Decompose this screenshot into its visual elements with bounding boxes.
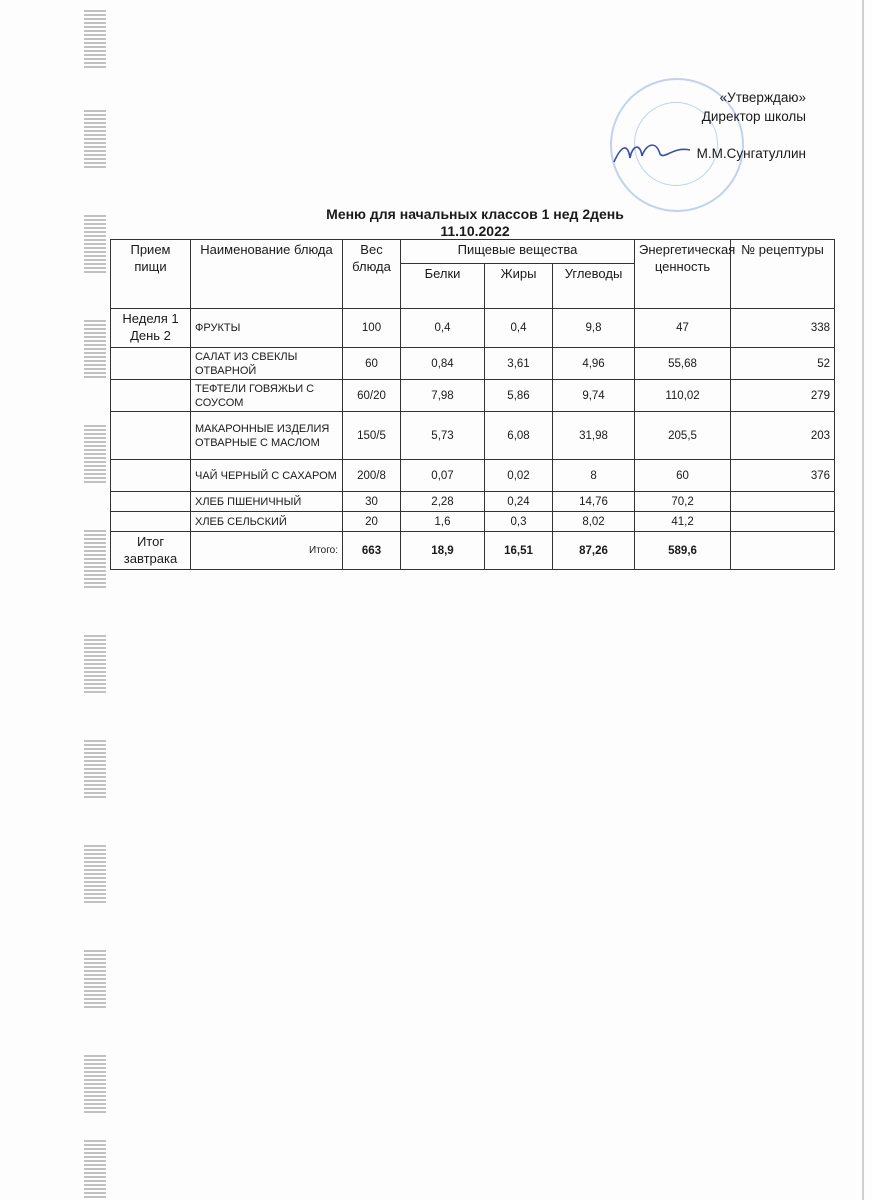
fat-cell: 6,08 — [485, 412, 553, 460]
protein-cell: 7,98 — [401, 380, 485, 412]
protein-cell: 1,6 — [401, 512, 485, 532]
meal-cell — [111, 512, 191, 532]
header-nutrients: Пищевые вещества — [401, 240, 635, 264]
total-recipe-cell — [731, 532, 835, 570]
table-row — [111, 512, 835, 532]
fat-cell: 0,3 — [485, 512, 553, 532]
recipe-cell: 279 — [731, 380, 835, 412]
total-label: Итого: — [191, 532, 343, 570]
energy-cell: 70,2 — [635, 492, 731, 512]
binder-strip — [84, 0, 110, 1200]
table-row — [111, 348, 835, 380]
signature — [612, 138, 692, 168]
meal-cell — [111, 492, 191, 512]
header-protein: Белки — [401, 264, 485, 309]
dish-cell: ФРУКТЫ — [191, 309, 343, 348]
energy-cell: 41,2 — [635, 512, 731, 532]
weight-cell: 60/20 — [343, 380, 401, 412]
dish-cell: ЧАЙ ЧЕРНЫЙ С САХАРОМ — [191, 460, 343, 492]
carbs-cell: 8,02 — [553, 512, 635, 532]
binder-mark — [84, 1055, 106, 1115]
title-date: 11.10.2022 — [440, 223, 510, 239]
meal-cell — [111, 348, 191, 380]
recipe-cell: 338 — [731, 309, 835, 348]
carbs-cell: 9,74 — [553, 380, 635, 412]
dish-cell: ХЛЕБ ПШЕНИЧНЫЙ — [191, 492, 343, 512]
fat-cell: 5,86 — [485, 380, 553, 412]
fat-cell: 3,61 — [485, 348, 553, 380]
header-carbs: Углеводы — [553, 264, 635, 309]
header-recipe: № рецептуры — [731, 240, 835, 309]
table-row — [111, 460, 835, 492]
total-meal-cell: Итог завтрака — [111, 532, 191, 570]
header-dish: Наименование блюда — [191, 240, 343, 309]
fat-cell: 0,4 — [485, 309, 553, 348]
carbs-cell: 4,96 — [553, 348, 635, 380]
weight-cell: 100 — [343, 309, 401, 348]
total-row — [111, 532, 835, 570]
binder-mark — [84, 845, 106, 905]
binder-mark — [84, 1140, 106, 1200]
approval-block — [697, 88, 806, 163]
total-protein: 18,9 — [401, 532, 485, 570]
page-edge — [862, 0, 864, 1200]
binder-mark — [84, 950, 106, 1010]
header-weight: Вес блюда — [343, 240, 401, 309]
binder-mark — [84, 530, 106, 590]
recipe-cell: 52 — [731, 348, 835, 380]
approval-position: Директор школы — [701, 109, 806, 124]
page-title — [260, 206, 690, 240]
header-meal: Прием пищи — [111, 240, 191, 309]
protein-cell: 5,73 — [401, 412, 485, 460]
weight-cell: 20 — [343, 512, 401, 532]
energy-cell: 205,5 — [635, 412, 731, 460]
total-fat: 16,51 — [485, 532, 553, 570]
weight-cell: 30 — [343, 492, 401, 512]
total-carbs: 87,26 — [553, 532, 635, 570]
binder-mark — [84, 320, 106, 380]
header-energy: Энергетическая ценность — [635, 240, 731, 309]
binder-mark — [84, 740, 106, 800]
table-row — [111, 309, 835, 348]
recipe-cell — [731, 492, 835, 512]
header-row — [111, 240, 835, 264]
protein-cell: 0,4 — [401, 309, 485, 348]
energy-cell: 60 — [635, 460, 731, 492]
protein-cell: 0,07 — [401, 460, 485, 492]
energy-cell: 55,68 — [635, 348, 731, 380]
binder-mark — [84, 110, 106, 170]
table-row — [111, 492, 835, 512]
binder-mark — [84, 10, 106, 70]
weight-cell: 200/8 — [343, 460, 401, 492]
dish-cell: САЛАТ ИЗ СВЕКЛЫ ОТВАРНОЙ — [191, 348, 343, 380]
weight-cell: 60 — [343, 348, 401, 380]
fat-cell: 0,02 — [485, 460, 553, 492]
protein-cell: 2,28 — [401, 492, 485, 512]
carbs-cell: 9,8 — [553, 309, 635, 348]
protein-cell: 0,84 — [401, 348, 485, 380]
total-energy: 589,6 — [635, 532, 731, 570]
recipe-cell: 376 — [731, 460, 835, 492]
total-weight: 663 — [343, 532, 401, 570]
weight-cell: 150/5 — [343, 412, 401, 460]
energy-cell: 47 — [635, 309, 731, 348]
carbs-cell: 31,98 — [553, 412, 635, 460]
header-fat: Жиры — [485, 264, 553, 309]
carbs-cell: 14,76 — [553, 492, 635, 512]
table-row — [111, 380, 835, 412]
signer-name: М.М.Сунгатуллин — [696, 146, 806, 161]
dish-cell: ХЛЕБ СЕЛЬСКИЙ — [191, 512, 343, 532]
table-row — [111, 412, 835, 460]
meal-cell — [111, 380, 191, 412]
meal-cell: Неделя 1 День 2 — [111, 309, 191, 348]
binder-mark — [84, 635, 106, 695]
menu-table — [110, 239, 835, 570]
approval-line: «Утверждаю» — [719, 90, 806, 105]
meal-cell — [111, 460, 191, 492]
binder-mark — [84, 425, 106, 485]
energy-cell: 110,02 — [635, 380, 731, 412]
recipe-cell: 203 — [731, 412, 835, 460]
dish-cell: МАКАРОННЫЕ ИЗДЕЛИЯ ОТВАРНЫЕ С МАСЛОМ — [191, 412, 343, 460]
meal-cell — [111, 412, 191, 460]
binder-mark — [84, 215, 106, 275]
fat-cell: 0,24 — [485, 492, 553, 512]
dish-cell: ТЕФТЕЛИ ГОВЯЖЬИ С СОУСОМ — [191, 380, 343, 412]
title-line: Меню для начальных классов 1 нед 2день — [326, 206, 624, 222]
carbs-cell: 8 — [553, 460, 635, 492]
recipe-cell — [731, 512, 835, 532]
